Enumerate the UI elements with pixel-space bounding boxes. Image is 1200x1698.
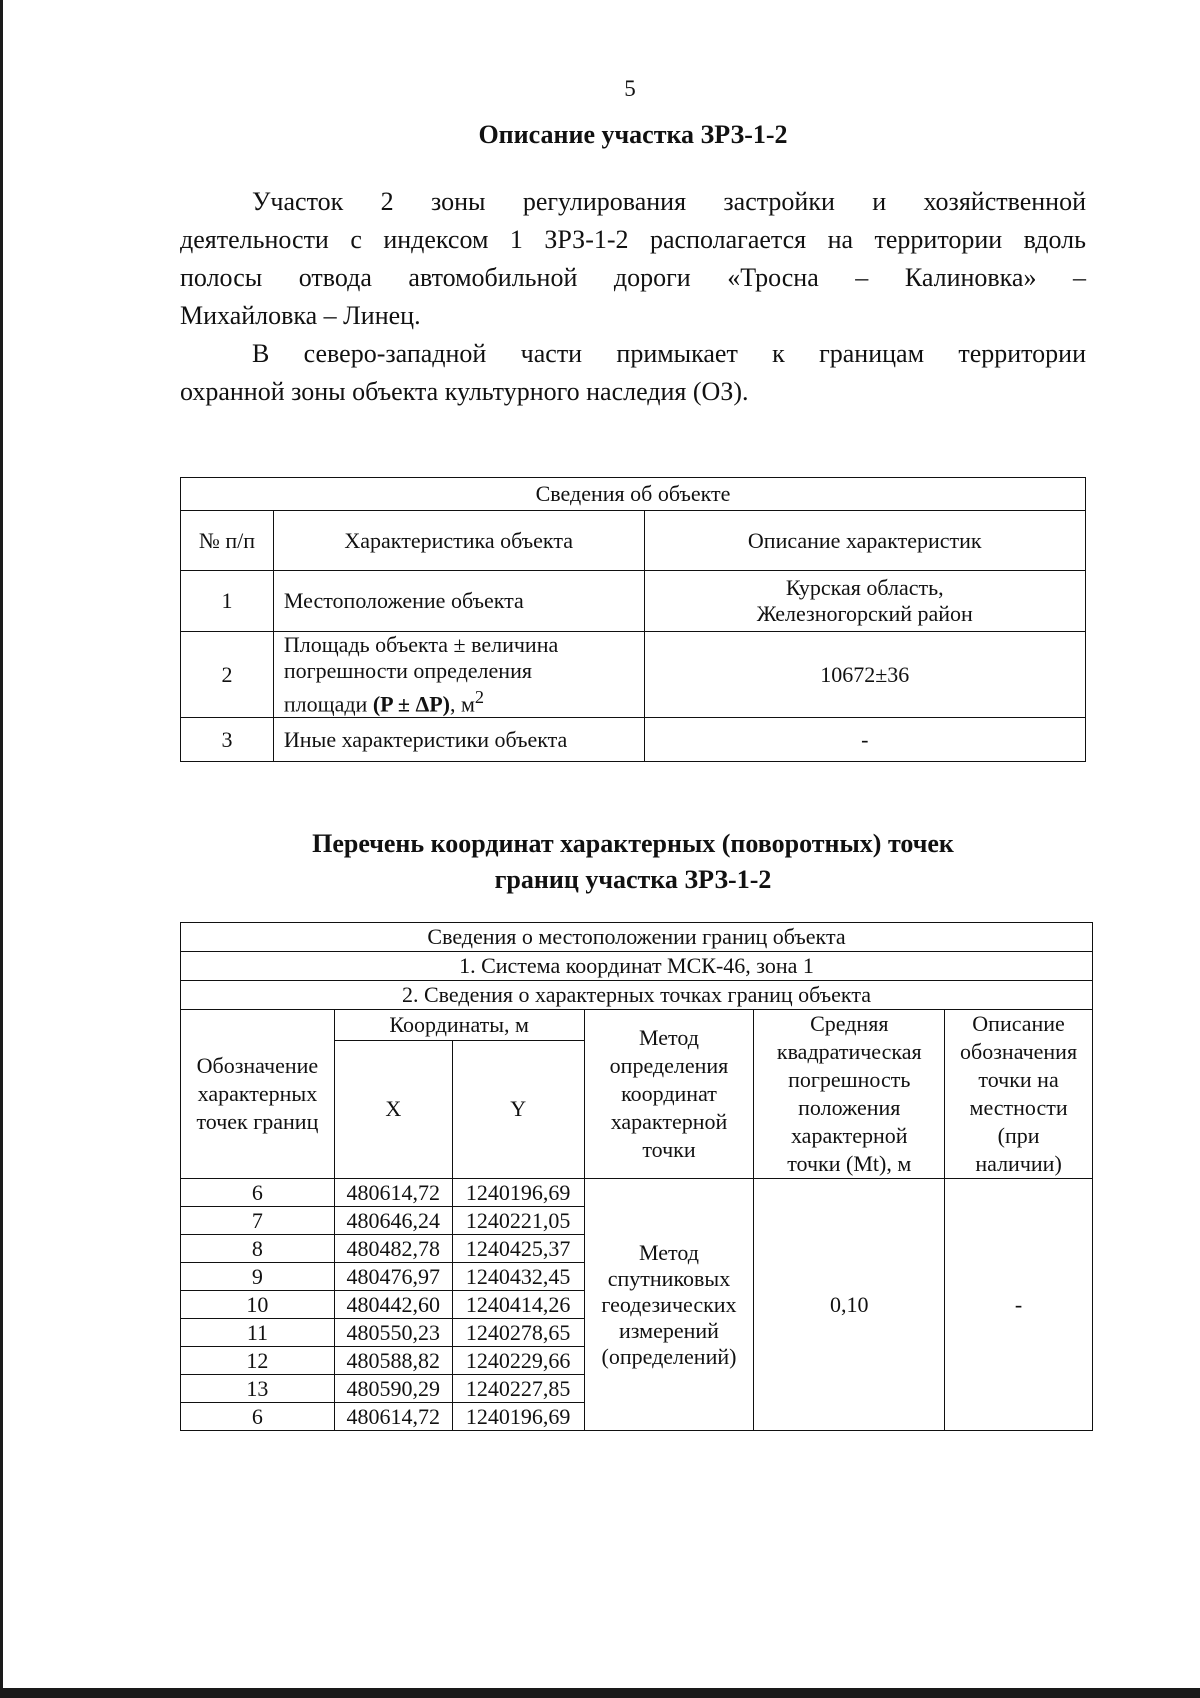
header-error <box>754 1010 945 1179</box>
coord-x: 480590,29 <box>334 1375 452 1403</box>
coord-x: 480614,72 <box>334 1403 452 1431</box>
paragraph-line: охранной зоны объекта культурного наследия (ОЗ). <box>180 377 749 406</box>
header-line: обозначения <box>960 1039 1078 1064</box>
section1-title: Описание участка ЗРЗ-1-2 <box>478 120 788 149</box>
table-caption-row <box>181 478 1086 511</box>
header-description: Описание характеристик <box>644 511 1086 571</box>
row-value: 10672±36 <box>644 632 1086 718</box>
header-line: погрешность <box>788 1067 911 1092</box>
coord-x: 480588,82 <box>334 1347 452 1375</box>
header-line: наличии) <box>975 1151 1062 1176</box>
header-line: точки (Mt), м <box>787 1151 912 1176</box>
coordinates-table <box>180 922 1093 1431</box>
coord-y: 1240278,65 <box>452 1319 584 1347</box>
description-value: - <box>945 1179 1093 1431</box>
point-id: 7 <box>181 1207 335 1235</box>
header-line: определения <box>609 1053 729 1078</box>
header-line: характерных <box>197 1081 318 1106</box>
point-id: 13 <box>181 1375 335 1403</box>
paragraph-line: деятельности с индексом 1 ЗРЗ-1-2 располагается на территории вдоль <box>180 225 1086 254</box>
table-row <box>181 718 1086 762</box>
row-name: Иные характеристики объекта <box>273 718 644 762</box>
header-characteristic: Характеристика объекта <box>273 511 644 571</box>
scan-edge-bottom <box>0 1688 1200 1698</box>
coord-x: 480476,97 <box>334 1263 452 1291</box>
header-description <box>945 1010 1093 1179</box>
coord-y: 1240196,69 <box>452 1403 584 1431</box>
header-line: местности <box>969 1095 1068 1120</box>
point-id: 8 <box>181 1235 335 1263</box>
table-caption-row <box>181 981 1093 1010</box>
header-line: Средняя <box>810 1011 889 1036</box>
coord-y: 1240425,37 <box>452 1235 584 1263</box>
row-name: Местоположение объекта <box>273 571 644 632</box>
point-id: 10 <box>181 1291 335 1319</box>
section1-paragraph-2 <box>180 335 1086 411</box>
row-num: 2 <box>181 632 274 718</box>
name-prefix: площади <box>283 691 373 717</box>
coords-caption-1: Сведения о местоположении границ объекта <box>181 923 1093 952</box>
row-num: 3 <box>181 718 274 762</box>
row-name <box>273 632 644 718</box>
header-line: Обозначение <box>196 1053 319 1078</box>
paragraph-line: В северо-западной части примыкает к границам территории <box>252 339 1086 368</box>
header-line: точек границ <box>196 1109 319 1134</box>
coord-x: 480482,78 <box>334 1235 452 1263</box>
name-line <box>284 684 640 717</box>
table-row <box>181 632 1086 718</box>
coord-y: 1240227,85 <box>452 1375 584 1403</box>
coord-x: 480646,24 <box>334 1207 452 1235</box>
method-line: измерений <box>619 1317 719 1343</box>
header-line: (при <box>997 1123 1040 1148</box>
row-num: 1 <box>181 571 274 632</box>
coord-x: 480442,60 <box>334 1291 452 1319</box>
name-suffix: , м <box>450 691 475 717</box>
title-line: Перечень координат характерных (поворотных) точек <box>312 829 954 858</box>
table-caption-row <box>181 952 1093 981</box>
name-line: погрешности определения <box>283 658 532 683</box>
method-cell <box>584 1179 754 1431</box>
header-line: координат <box>621 1081 717 1106</box>
header-line: квадратическая <box>776 1039 922 1064</box>
paragraph-line: Михайловка – Линец. <box>180 301 421 330</box>
table-header-row <box>181 1010 1093 1041</box>
object-info-table <box>180 477 1086 762</box>
point-id: 6 <box>181 1403 335 1431</box>
header-line: положения <box>798 1095 901 1120</box>
table-header-row <box>181 511 1086 571</box>
method-line: Метод <box>639 1239 699 1265</box>
row-value <box>644 571 1086 632</box>
method-line: (определений) <box>601 1343 737 1369</box>
header-num: № п/п <box>181 511 274 571</box>
error-value: 0,10 <box>754 1179 945 1431</box>
point-id: 6 <box>181 1179 335 1207</box>
coord-y: 1240229,66 <box>452 1347 584 1375</box>
method-line: геодезических <box>601 1291 737 1317</box>
header-line: характерной <box>610 1109 728 1134</box>
section1-paragraph-1 <box>180 183 1086 335</box>
header-line: Метод <box>639 1025 699 1050</box>
value-line: Железногорский район <box>756 601 973 626</box>
header-line: Описание <box>972 1011 1065 1036</box>
point-id: 12 <box>181 1347 335 1375</box>
point-id: 11 <box>181 1319 335 1347</box>
paragraph-line: Участок 2 зоны регулирования застройки и хозяйственной <box>252 187 1086 216</box>
header-y: Y <box>452 1040 584 1178</box>
header-line: характерной <box>790 1123 908 1148</box>
table-row <box>181 1179 1093 1207</box>
header-x: X <box>334 1040 452 1178</box>
coord-x: 480614,72 <box>334 1179 452 1207</box>
coord-y: 1240414,26 <box>452 1291 584 1319</box>
paragraph-line: полосы отвода автомобильной дороги «Тросна – Калиновка» – <box>180 263 1086 292</box>
name-line: Площадь объекта ± величина <box>283 632 559 657</box>
coord-y: 1240221,05 <box>452 1207 584 1235</box>
value-line: Курская область, <box>785 575 944 600</box>
object-table-caption: Сведения об объекте <box>181 478 1086 511</box>
header-coords: Координаты, м <box>334 1010 584 1041</box>
scan-edge-left <box>0 0 3 1698</box>
header-line: точки <box>642 1137 696 1162</box>
header-line: точки на <box>978 1067 1059 1092</box>
section2-title <box>180 826 1086 898</box>
point-id: 9 <box>181 1263 335 1291</box>
coords-caption-3: 2. Сведения о характерных точках границ объекта <box>181 981 1093 1010</box>
row-value: - <box>644 718 1086 762</box>
table-row <box>181 571 1086 632</box>
page-number: 5 <box>624 76 636 101</box>
coord-y: 1240432,45 <box>452 1263 584 1291</box>
title-line: границ участка ЗРЗ-1-2 <box>494 865 772 894</box>
coord-x: 480550,23 <box>334 1319 452 1347</box>
coords-caption-2: 1. Система координат МСК-46, зона 1 <box>181 952 1093 981</box>
coord-y: 1240196,69 <box>452 1179 584 1207</box>
unit-exponent: 2 <box>474 687 485 707</box>
table-caption-row <box>181 923 1093 952</box>
area-formula: (P ± ΔP) <box>372 691 450 717</box>
method-line: спутниковых <box>607 1265 731 1291</box>
header-method <box>584 1010 754 1179</box>
header-point <box>181 1010 335 1179</box>
